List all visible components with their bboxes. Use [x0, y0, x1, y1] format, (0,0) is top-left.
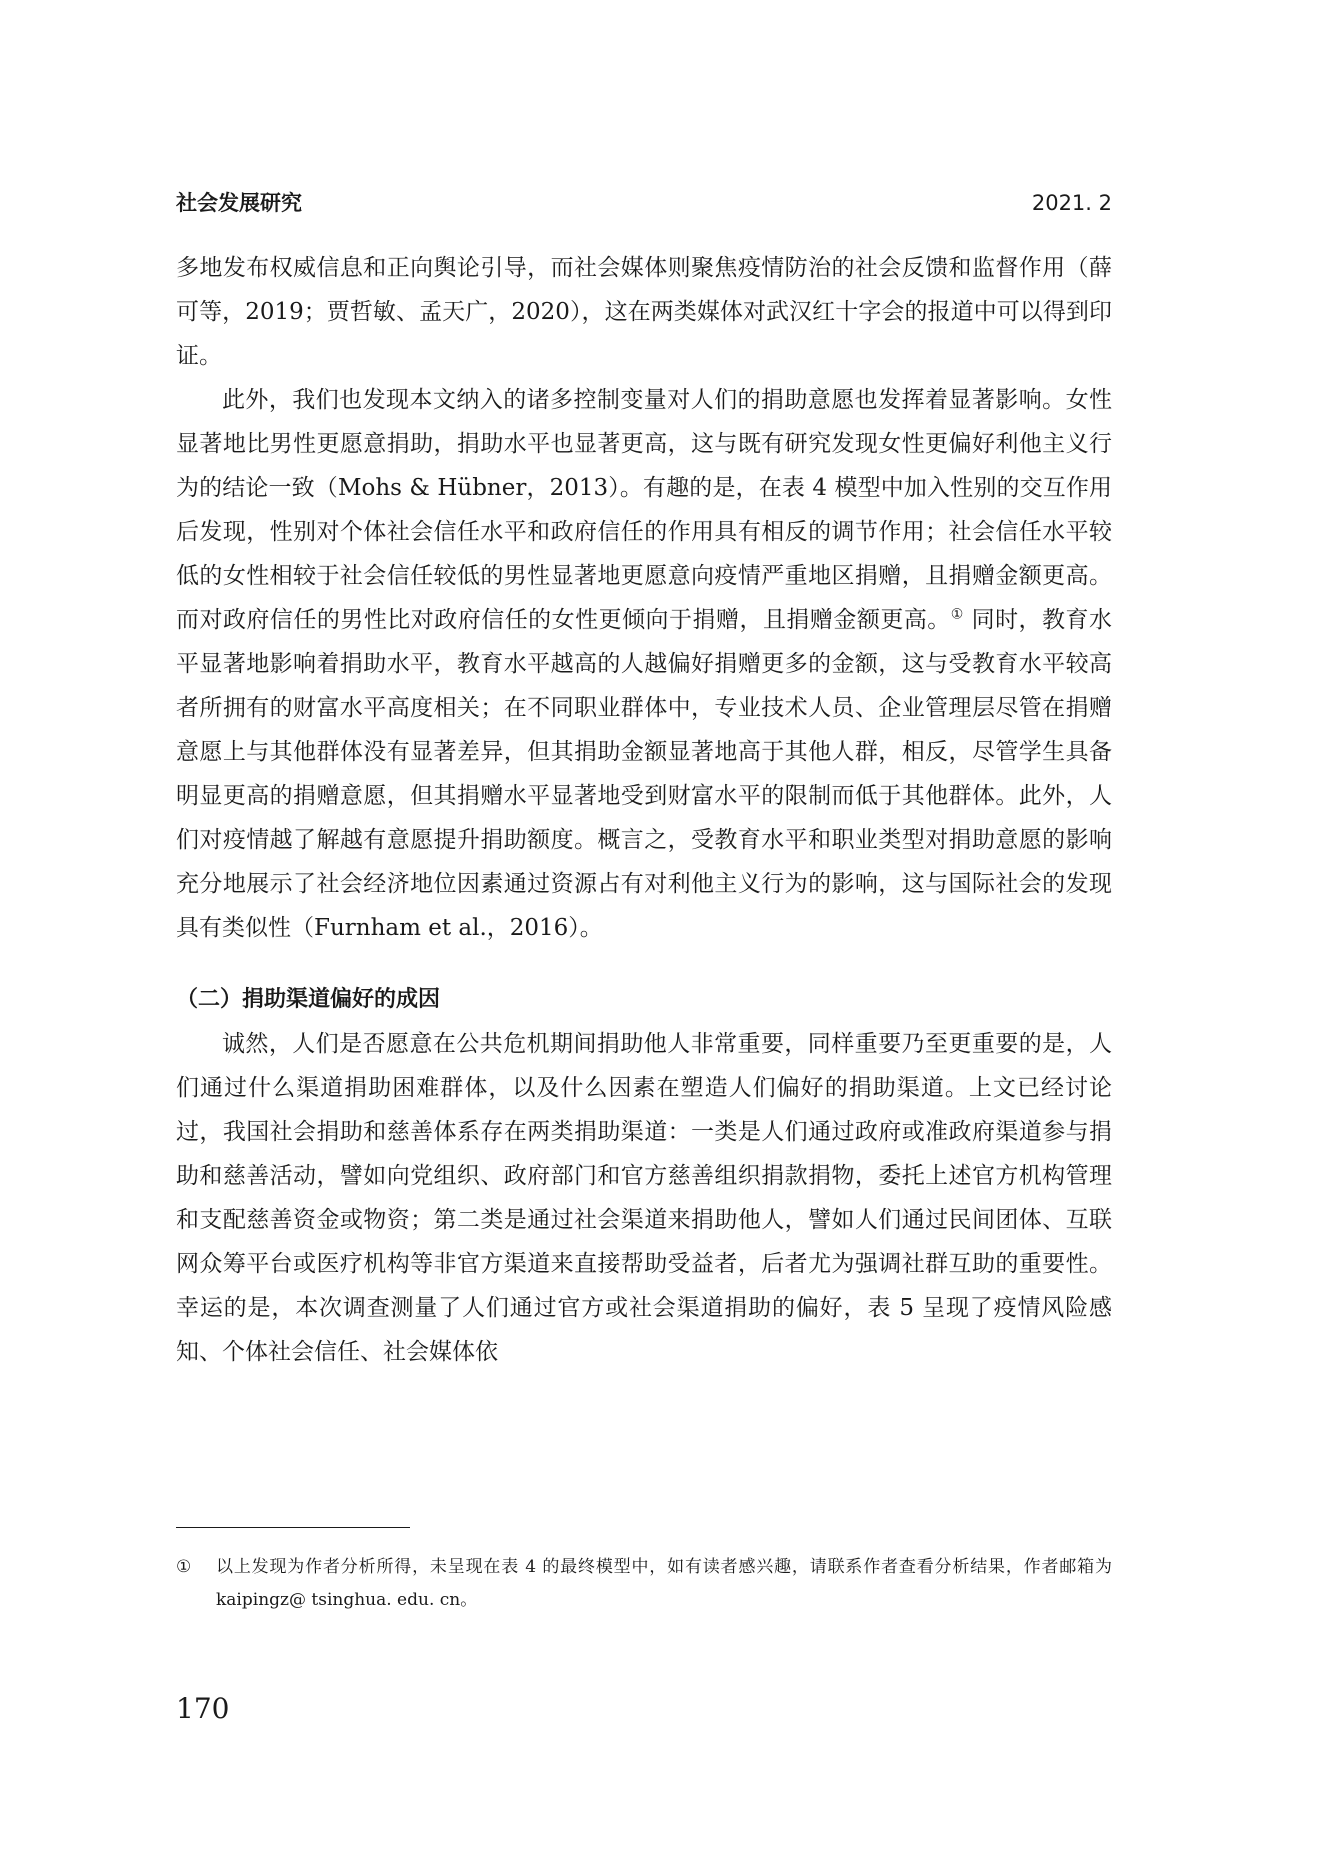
issue-number: 2021. 2 — [1031, 191, 1112, 215]
paragraph-3: 诚然，人们是否愿意在公共危机期间捐助他人非常重要，同样重要乃至更重要的是，人们通过什么渠道捐助困难群体，以及什么因素在塑造人们偏好的捐助渠道。上文已经讨论过，我国社会捐助和慈善体系存在两类捐助渠道：一类是人们通过政府或准政府渠道参与捐助和慈善活动，譬如向党组织、政府部门和官方慈善组织捐款捐物，委托上述官方机构管理和支配慈善资金或物资；第二类是通过社会渠道来捐助他人，譬如人们通过民间团体、互联网众筹平台或医疗机构等非官方渠道来直接帮助受益者，后者尤为强调社群互助的重要性。幸运的是，本次调查测量了人们通过官方或社会渠道捐助的偏好，表 5 呈现了疫情风险感知、个体社会信任、社会媒体依 — [176, 1031, 1112, 1365]
paragraph-2-part-2: 同时，教育水平显著地影响着捐助水平，教育水平越高的人越偏好捐赠更多的金额，这与受教育水平较高者所拥有的财富水平高度相关；在不同职业群体中，专业技术人员、企业管理层尽管在捐赠意愿上与其他群体没有显著差异，但其捐助金额显著地高于其他人群，相反，尽管学生具备明显更高的捐赠意愿，但其捐赠水平显著地受到财富水平的限制而低于其他群体。此外，人们对疫情越了解越有意愿提升捐助额度。概言之，受教育水平和职业类型对捐助意愿的影响充分地展示了社会经济地位因素通过资源占有对利他主义行为的影响，这与国际社会的发现具有类似性（Furnham et al.，2016）。 — [176, 607, 1112, 941]
footnote-text: 以上发现为作者分析所得，未呈现在表 4 的最终模型中，如有读者感兴趣，请联系作者查看分析结果，作者邮箱为 kaipingz@ tsinghua. edu. cn。 — [216, 1557, 1112, 1610]
footnote-divider — [176, 1527, 410, 1528]
footnote — [176, 1551, 1112, 1617]
footnote-reference[interactable]: ① — [950, 606, 964, 623]
paragraph-2 — [176, 378, 1112, 950]
running-header — [176, 186, 1112, 220]
section-heading: （二）捐助渠道偏好的成因 — [176, 987, 441, 1012]
article-body — [176, 246, 1112, 1374]
footnote-mark: ① — [176, 1557, 192, 1577]
paragraph-2-part-1: 此外，我们也发现本文纳入的诸多控制变量对人们的捐助意愿也发挥着显著影响。女性显著地比男性更愿意捐助，捐助水平也显著更高，这与既有研究发现女性更偏好利他主义行为的结论一致（Mohs & Hübner，2013）。有趣的是，在表 4 模型中加入性别的交互作用后发现，性别对个体社会信任水平和政府信任的作用具有相反的调节作用；社会信任水平较低的女性相较于社会信任较低的男性显著地更愿意向疫情严重地区捐赠，且捐赠金额更高。而对政府信任的男性比对政府信任的女性更倾向于捐赠，且捐赠金额更高。 — [176, 387, 1112, 633]
paragraph-1: 多地发布权威信息和正向舆论引导，而社会媒体则聚焦疫情防治的社会反馈和监督作用（薛可等，2019；贾哲敏、孟天广，2020），这在两类媒体对武汉红十字会的报道中可以得到印证。 — [176, 255, 1112, 369]
page-number: 170 — [176, 1692, 230, 1725]
journal-title: 社会发展研究 — [176, 191, 302, 215]
